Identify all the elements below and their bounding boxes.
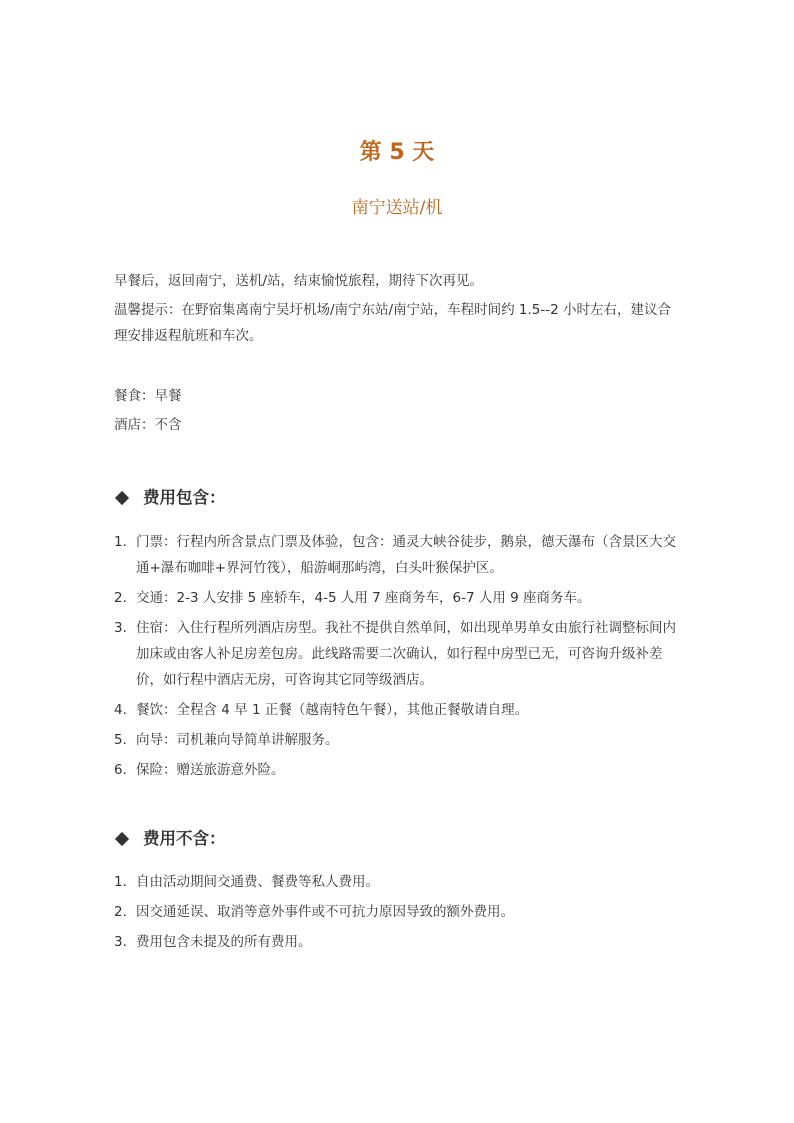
list-item	[114, 899, 684, 925]
list-item-text: 自由活动期间交通费、餐费等私人费用。	[136, 874, 379, 890]
hotel-info: 酒店：不含	[114, 417, 182, 433]
list-item	[114, 615, 684, 693]
list-item-number: 3.	[114, 620, 127, 636]
list-item	[114, 869, 684, 895]
list-item-number: 2.	[114, 904, 127, 920]
list-item-text: 费用包含未提及的所有费用。	[136, 934, 312, 950]
list-item-text: 交通：2-3 人安排 5 座轿车，4-5 人用 7 座商务车，6-7 人用 9 座商务车。	[136, 590, 591, 606]
list-item	[114, 585, 684, 611]
meal-info: 餐食：早餐	[114, 388, 182, 404]
list-item-text: 保险：赠送旅游意外险。	[136, 762, 285, 778]
list-item-number: 6.	[114, 762, 127, 778]
list-item	[114, 727, 684, 753]
included-section-heading	[114, 486, 226, 510]
travel-tip-paragraph: 温馨提示：在野宿集离南宁吴圩机场/南宁东站/南宁站，车程时间约 1.5--2 小时左右，建议合理安排返程航班和车次。	[114, 302, 671, 344]
list-item-text: 餐饮：全程含 4 早 1 正餐（越南特色午餐），其他正餐敬请自理。	[136, 702, 529, 718]
list-item-number: 1.	[114, 874, 127, 890]
diamond-bullet-icon	[115, 832, 129, 846]
list-item-text: 门票：行程内所含景点门票及体验，包含：通灵大峡谷徒步，鹅泉，德天瀑布（含景区大交通+瀑布咖啡+界河竹筏），船游峒那屿湾，白头叶猴保护区。	[136, 534, 676, 576]
list-item-text: 住宿：入住行程所列酒店房型。我社不提供自然单间，如出现单男单女由旅行社调整标间内加床或由客人补足房差包房。此线路需要二次确认，如行程中房型已无，可咨询升级补差价，如行程中酒店无房，可咨询其它同等级酒店。	[136, 620, 676, 688]
list-item-text: 向导：司机兼向导简单讲解服务。	[136, 732, 339, 748]
excluded-section-heading	[114, 827, 226, 851]
list-item-number: 2.	[114, 590, 127, 606]
list-item	[114, 697, 684, 723]
list-item	[114, 529, 684, 581]
list-item-number: 1.	[114, 534, 127, 550]
excluded-list	[114, 869, 684, 959]
included-heading-text: 费用包含：	[143, 488, 226, 507]
list-item	[114, 929, 684, 955]
list-item	[114, 757, 684, 783]
diamond-bullet-icon	[115, 491, 129, 505]
itinerary-paragraph: 早餐后，返回南宁，送机/站，结束愉悦旅程，期待下次再见。	[114, 273, 484, 289]
list-item-number: 4.	[114, 702, 127, 718]
day-title: 第 5 天	[359, 140, 435, 165]
day-subtitle: 南宁送站/机	[351, 198, 443, 218]
excluded-heading-text: 费用不含：	[143, 829, 226, 848]
list-item-text: 因交通延误、取消等意外事件或不可抗力原因导致的额外费用。	[136, 904, 514, 920]
list-item-number: 3.	[114, 934, 127, 950]
list-item-number: 5.	[114, 732, 127, 748]
included-list	[114, 529, 684, 787]
